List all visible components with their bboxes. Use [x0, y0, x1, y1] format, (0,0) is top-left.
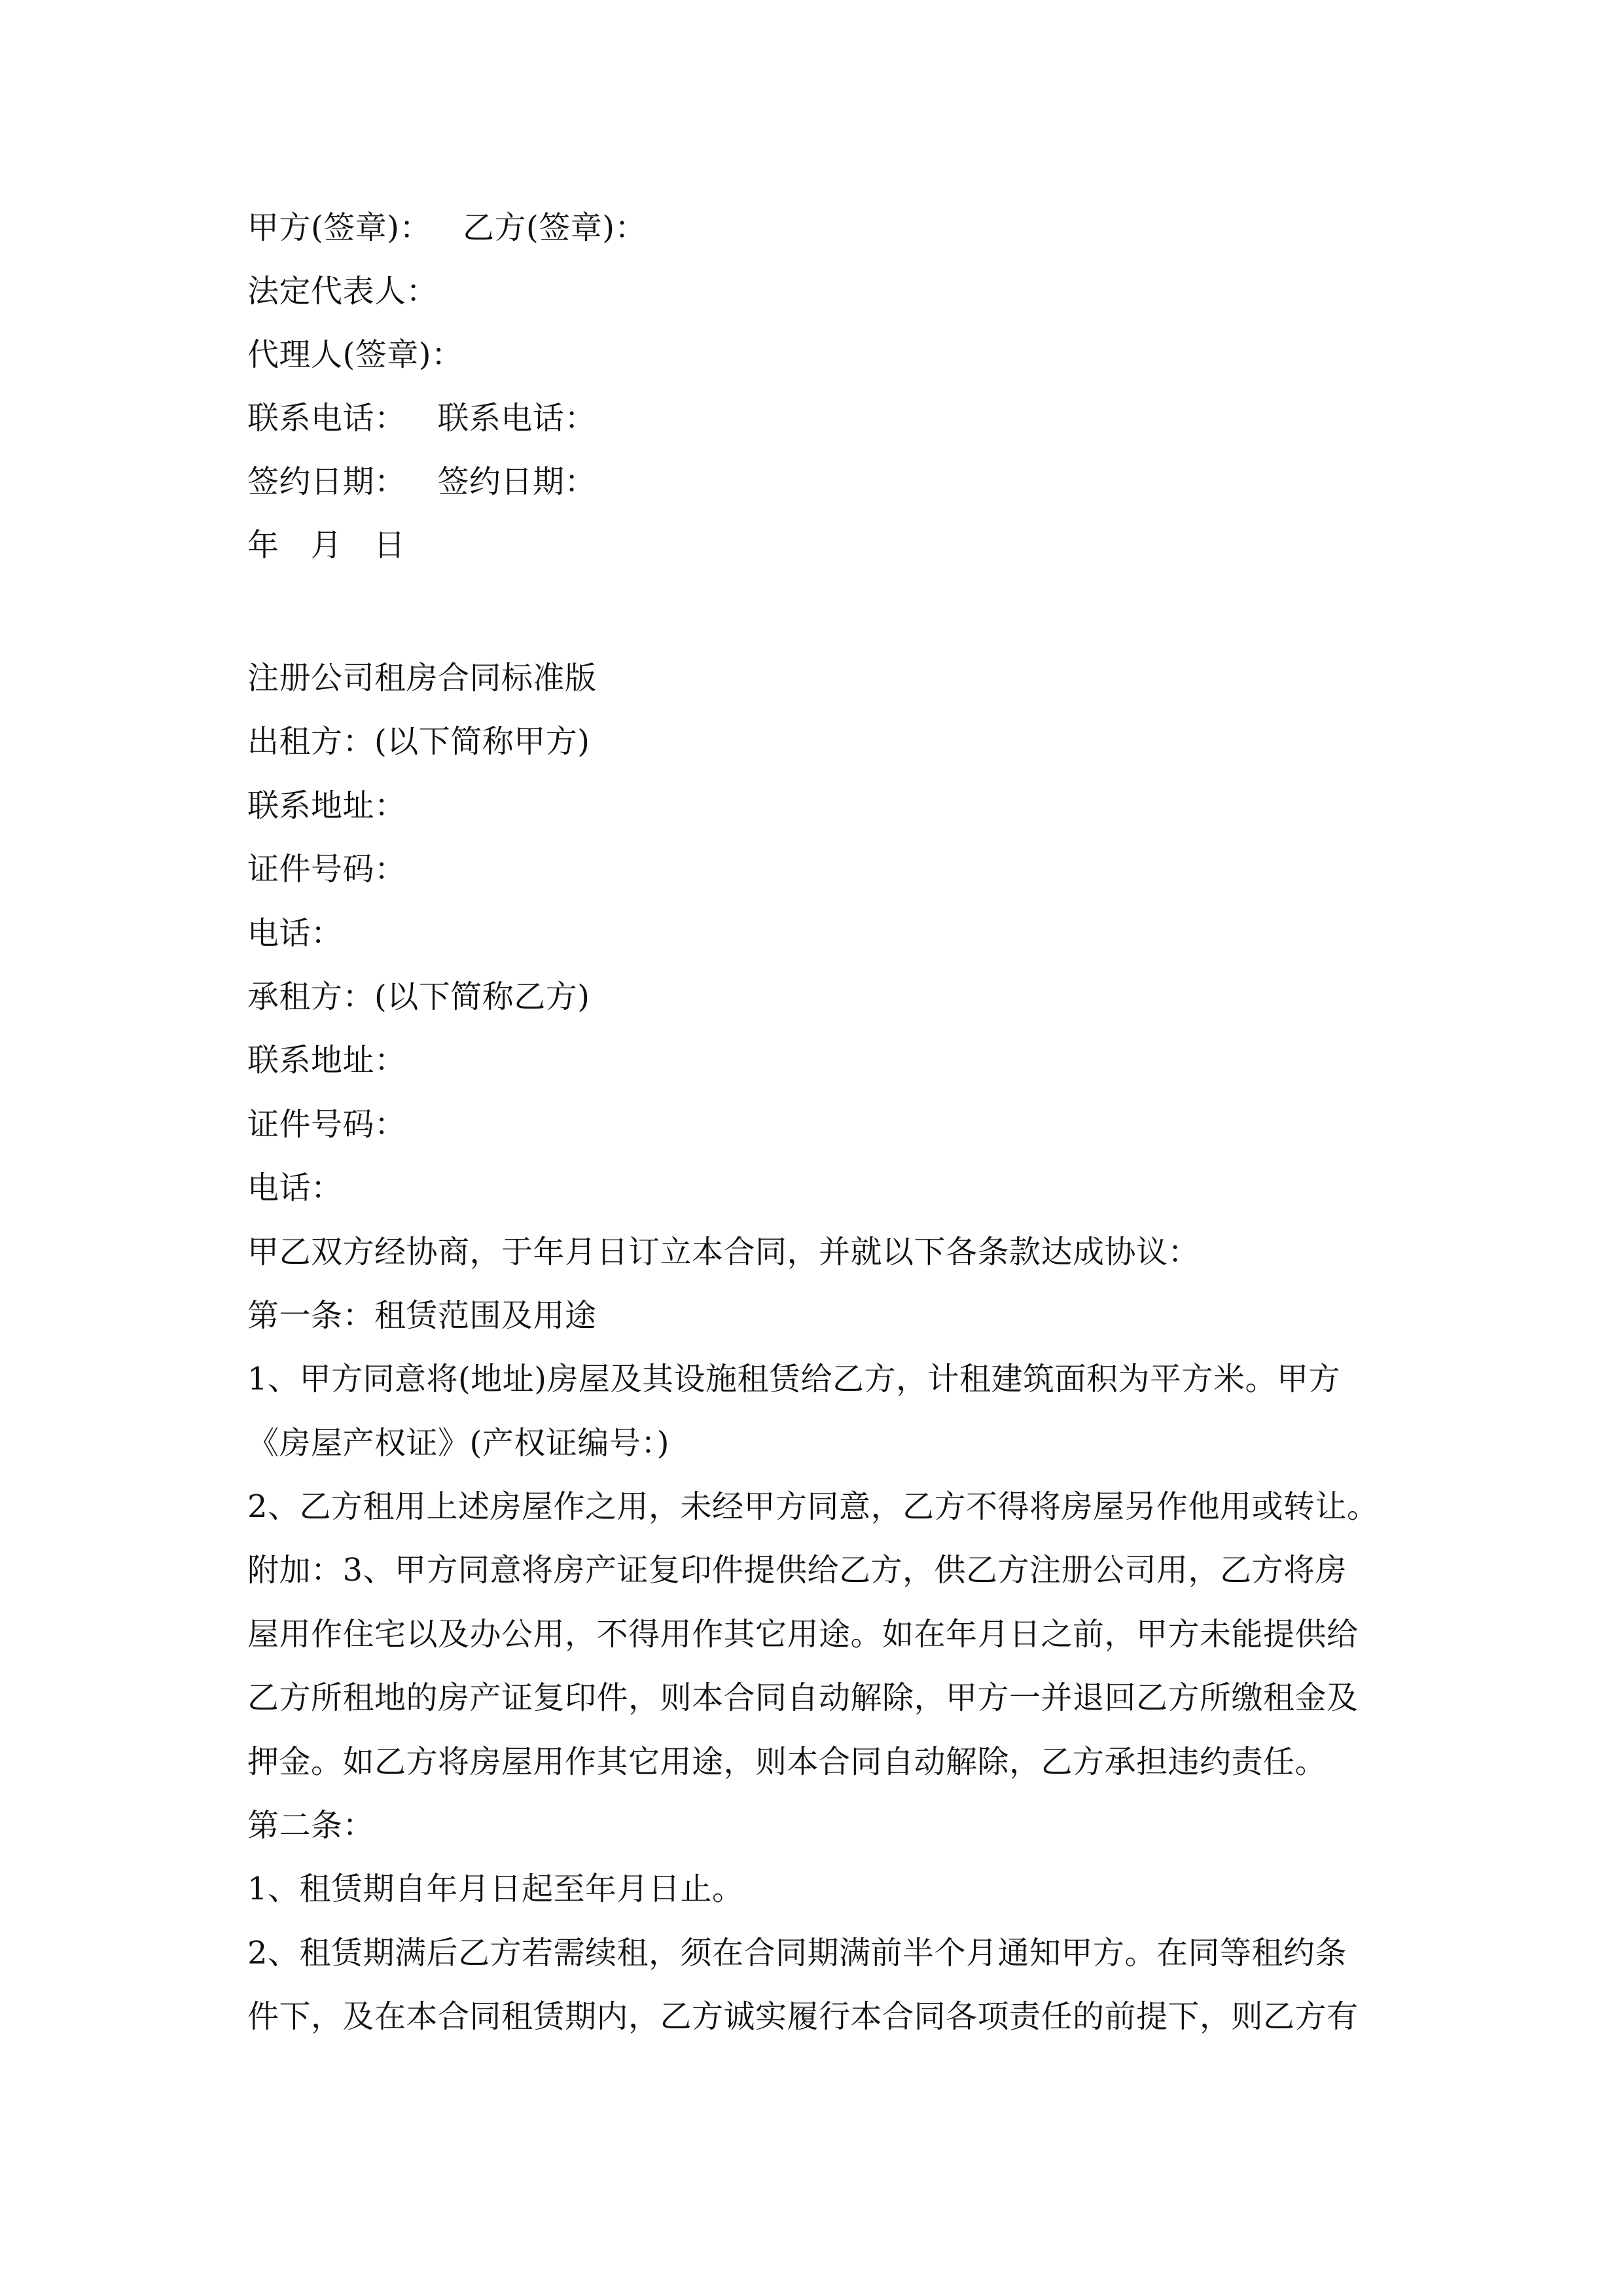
ymd-line: [247, 522, 1386, 585]
paragraph-line: 屋用作住宅以及办公用，不得用作其它用途。如在年月日之前，甲方未能提供给: [247, 1615, 1359, 1653]
date-line: [247, 458, 1386, 522]
agreement-intro-line: 甲乙双方经协商，于年月日订立本合同，并就以下各条款达成协议：: [247, 1233, 1200, 1270]
paragraph-line: 1、甲方同意将(地址)房屋及其设施租赁给乙方，计租建筑面积为平方米。甲方: [247, 1361, 1340, 1398]
paragraph-line: 《房屋产权证》(产权证编号：): [247, 1424, 669, 1462]
agent-line: [247, 331, 1386, 395]
legal-rep-line: [247, 268, 1386, 331]
lessee-line: 承租方：(以下简称乙方): [247, 978, 590, 1015]
phone-line: [247, 395, 1386, 458]
date-a-label: 签约日期：: [247, 463, 406, 500]
lessor-address-line: 联系地址：: [247, 787, 406, 824]
phone-b-label: 联系电话：: [437, 400, 597, 437]
paragraph-line: 2、乙方租用上述房屋作之用，未经甲方同意，乙方不得将房屋另作他用或转让。: [247, 1488, 1379, 1526]
paragraph-line: 件下，及在本合同租赁期内，乙方诚实履行本合同各项责任的前提下，则乙方有: [247, 1998, 1359, 2036]
lessor-id-line: 证件号码：: [247, 851, 406, 888]
legal-rep-label: 法定代表人：: [247, 273, 438, 310]
article-2-heading: 第二条：: [247, 1807, 375, 1844]
lessor-phone-line: 电话：: [247, 914, 343, 952]
date-b-label: 签约日期：: [437, 463, 597, 500]
lessee-phone-line: 电话：: [247, 1170, 343, 1207]
year-label: 年: [247, 527, 279, 564]
contract-title: 注册公司租房合同标准版: [247, 660, 597, 696]
signature-line-parties: [247, 204, 1386, 268]
phone-a-label: 联系电话：: [247, 400, 406, 437]
agent-sign-label: 代理人(签章)：: [247, 336, 463, 373]
lessee-address-line: 联系地址：: [247, 1042, 406, 1079]
contract-body: [247, 655, 1386, 2057]
month-label: 月: [310, 527, 343, 564]
paragraph-line: 押金。如乙方将房屋用作其它用途，则本合同自动解除，乙方承担违约责任。: [247, 1743, 1327, 1780]
party-a-sign-label: 甲方(签章)：: [247, 209, 431, 246]
party-b-sign-label: 乙方(签章)：: [462, 209, 647, 246]
paragraph-line: 2、租赁期满后乙方若需续租，须在合同期满前半个月通知甲方。在同等租约条: [247, 1934, 1347, 1971]
signature-section: [247, 204, 1386, 585]
article-1-heading: 第一条：租赁范围及用途: [247, 1297, 597, 1334]
lessor-line: 出租方：(以下简称甲方): [247, 723, 590, 761]
paragraph-line: 乙方所租地的房产证复印件，则本合同自动解除，甲方一并退回乙方所缴租金及: [247, 1679, 1359, 1717]
lessee-id-line: 证件号码：: [247, 1105, 406, 1143]
paragraph-line: 附加：3、甲方同意将房产证复印件提供给乙方，供乙方注册公司用，乙方将房: [247, 1552, 1347, 1589]
day-label: 日: [374, 527, 406, 564]
paragraph-line: 1、租赁期自年月日起至年月日止。: [247, 1871, 744, 1908]
